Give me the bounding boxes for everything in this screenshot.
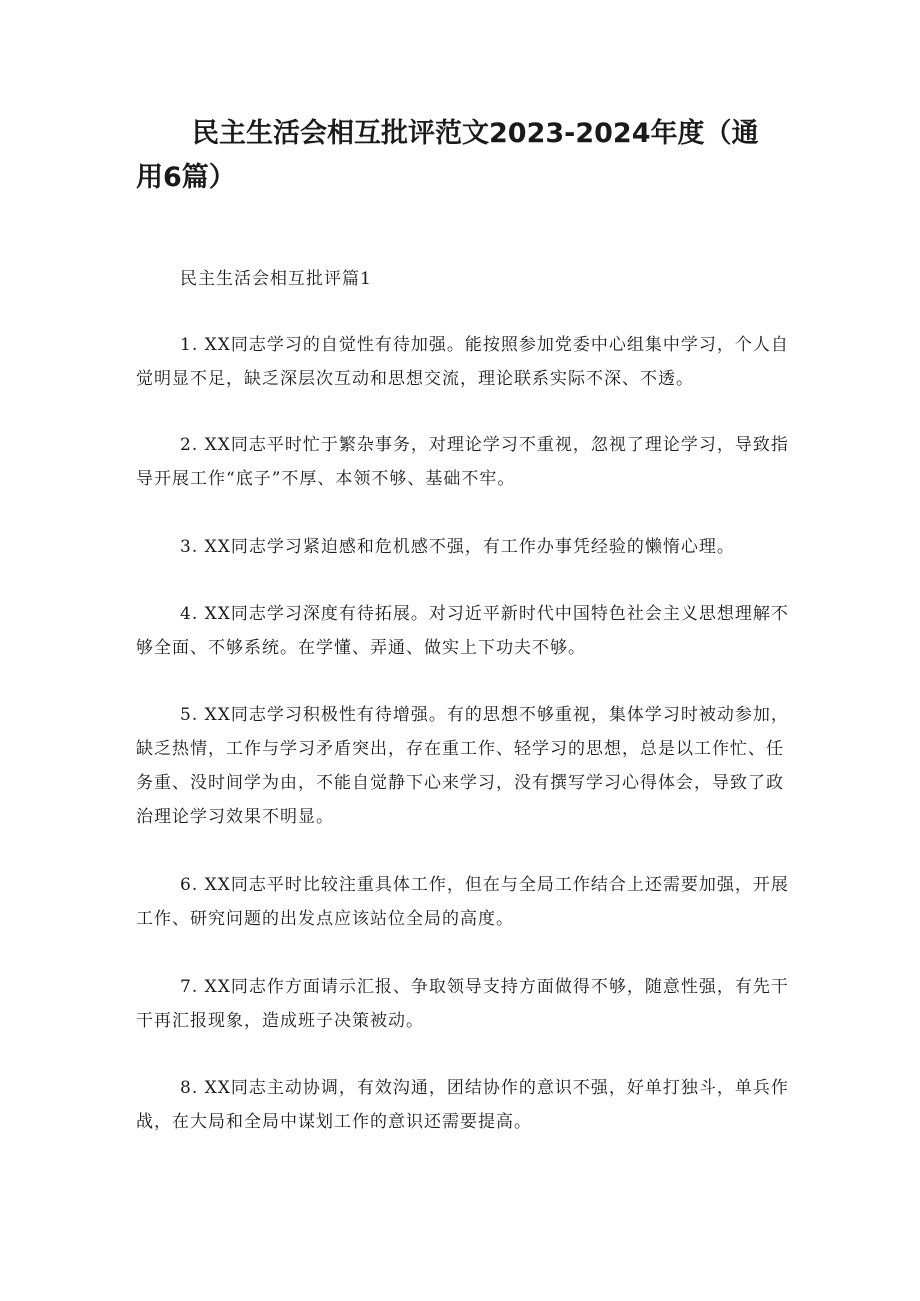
section-heading: 民主生活会相互批评篇1 (180, 269, 372, 289)
paragraph-7: 7. XX同志作方面请示汇报、争取领导支持方面做得不够，随意性强，有先干干再汇报现象，造成班子决策被动。 (136, 977, 789, 1031)
paragraph-6: 6. XX同志平时比较注重具体工作，但在与全局工作结合上还需要加强，开展工作、研究问题的出发点应该站位全局的高度。 (136, 875, 789, 929)
paragraph-1: 1. XX同志学习的自觉性有待加强。能按照参加党委中心组集中学习，个人自觉明显不足，缺乏深层次互动和思想交流，理论联系实际不深、不透。 (136, 335, 789, 389)
paragraph-3: 3. XX同志学习紧迫感和危机感不强，有工作办事凭经验的懒惰心理。 (180, 537, 735, 557)
paragraph-4: 4. XX同志学习深度有待拓展。对习近平新时代中国特色社会主义思想理解不够全面、不够系统。在学懂、弄通、做实上下功夫不够。 (136, 604, 789, 658)
paragraph-5: 5. XX同志学习积极性有待增强。有的思想不够重视，集体学习时被动参加，缺乏热情，工作与学习矛盾突出，存在重工作、轻学习的思想，总是以工作忙、任务重、没时间学为由，不能自觉静下心来学习，没有撰写学习心得体会，导致了政治理论学习效果不明显。 (136, 705, 789, 827)
document-title: 民主生活会相互批评范文2023-2024年度（通用6篇） (136, 118, 759, 193)
paragraph-8: 8. XX同志主动协调，有效沟通，团结协作的意识不强，好单打独斗，单兵作战，在大局和全局中谋划工作的意识还需要提高。 (136, 1078, 789, 1132)
paragraph-2: 2. XX同志平时忙于繁杂事务，对理论学习不重视，忽视了理论学习，导致指导开展工作“底子”不厚、本领不够、基础不牢。 (136, 435, 789, 489)
